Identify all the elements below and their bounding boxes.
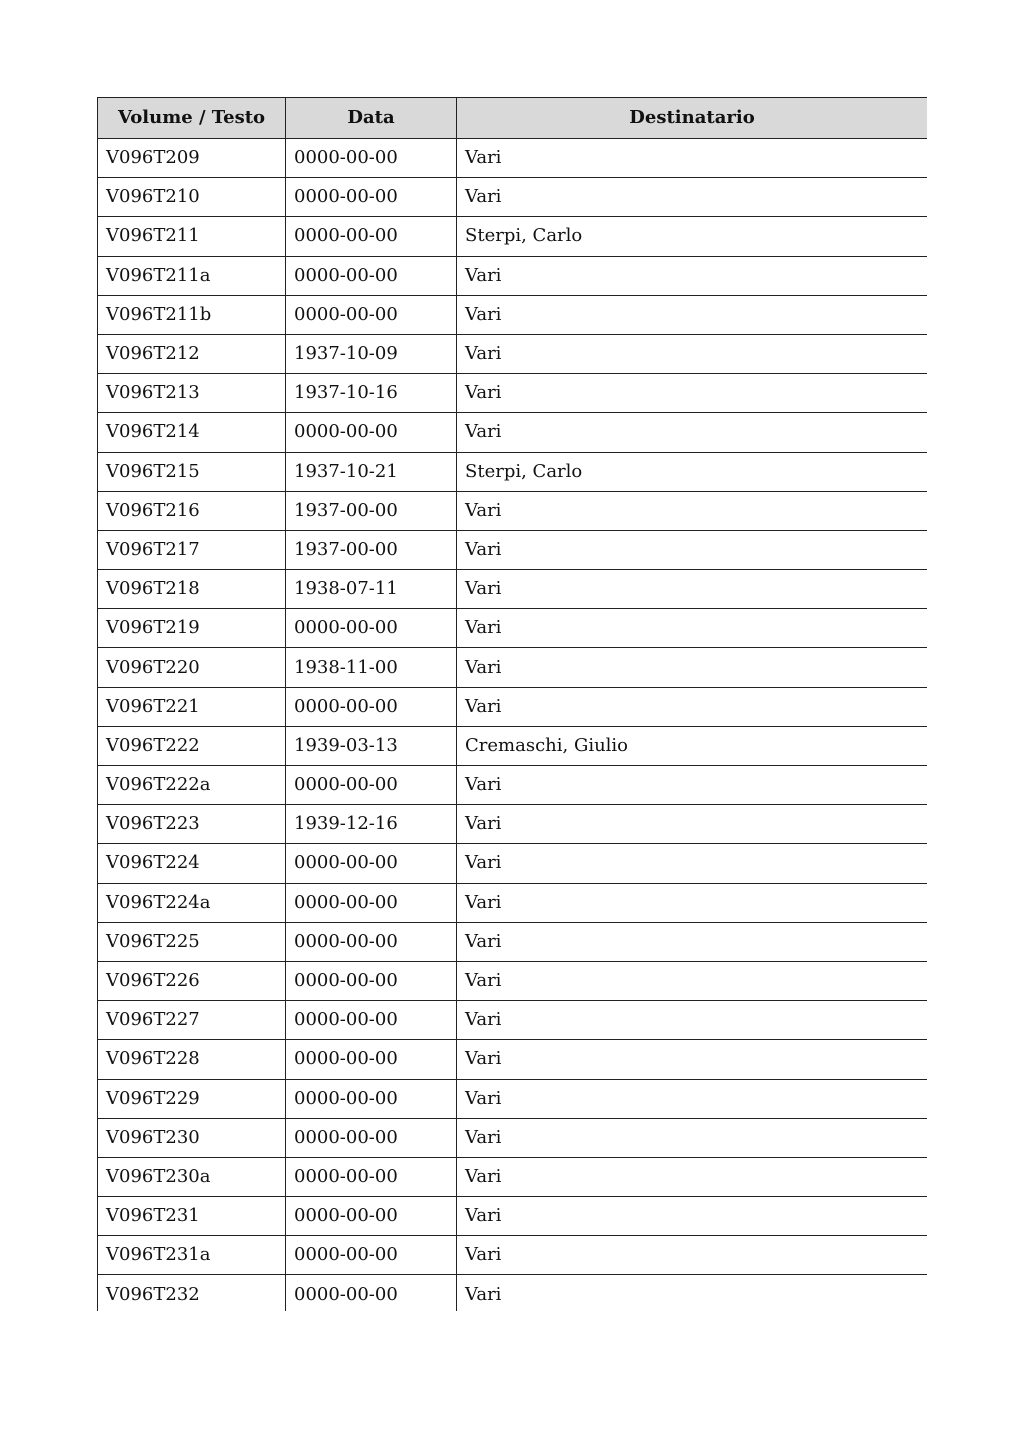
cell-destinatario: Vari <box>457 491 928 530</box>
cell-data: 1939-03-13 <box>286 726 457 765</box>
cell-volume-testo: V096T213 <box>98 374 286 413</box>
cell-destinatario: Vari <box>457 805 928 844</box>
cell-data: 0000-00-00 <box>286 413 457 452</box>
header-destinatario: Destinatario <box>457 98 928 139</box>
cell-destinatario: Vari <box>457 413 928 452</box>
cell-volume-testo: V096T224 <box>98 844 286 883</box>
cell-destinatario: Vari <box>457 1118 928 1157</box>
header-data: Data <box>286 98 457 139</box>
cell-volume-testo: V096T216 <box>98 491 286 530</box>
cell-data: 0000-00-00 <box>286 1001 457 1040</box>
cell-volume-testo: V096T211 <box>98 217 286 256</box>
cell-data: 0000-00-00 <box>286 1197 457 1236</box>
table-row <box>98 1040 928 1079</box>
table-row <box>98 883 928 922</box>
cell-data: 0000-00-00 <box>286 1157 457 1196</box>
cell-destinatario: Vari <box>457 139 928 178</box>
cell-volume-testo: V096T220 <box>98 648 286 687</box>
cell-volume-testo: V096T222 <box>98 726 286 765</box>
table-row <box>98 1001 928 1040</box>
cell-data: 0000-00-00 <box>286 1040 457 1079</box>
cell-volume-testo: V096T229 <box>98 1079 286 1118</box>
cell-data: 0000-00-00 <box>286 217 457 256</box>
cell-volume-testo: V096T232 <box>98 1275 286 1311</box>
cell-destinatario: Vari <box>457 374 928 413</box>
cell-volume-testo: V096T230 <box>98 1118 286 1157</box>
cell-destinatario: Sterpi, Carlo <box>457 217 928 256</box>
cell-volume-testo: V096T219 <box>98 609 286 648</box>
cell-volume-testo: V096T231a <box>98 1236 286 1275</box>
cell-destinatario: Vari <box>457 1197 928 1236</box>
cell-data: 1937-10-21 <box>286 452 457 491</box>
table-row <box>98 648 928 687</box>
cell-data: 0000-00-00 <box>286 844 457 883</box>
cell-volume-testo: V096T218 <box>98 570 286 609</box>
letters-table <box>97 97 927 1311</box>
cell-data: 0000-00-00 <box>286 1118 457 1157</box>
cell-data: 0000-00-00 <box>286 922 457 961</box>
cell-volume-testo: V096T222a <box>98 766 286 805</box>
cell-volume-testo: V096T211b <box>98 295 286 334</box>
cell-data: 1939-12-16 <box>286 805 457 844</box>
table-row <box>98 766 928 805</box>
cell-destinatario: Vari <box>457 334 928 373</box>
cell-destinatario: Vari <box>457 256 928 295</box>
table-row <box>98 139 928 178</box>
cell-destinatario: Vari <box>457 295 928 334</box>
cell-destinatario: Sterpi, Carlo <box>457 452 928 491</box>
cell-volume-testo: V096T210 <box>98 178 286 217</box>
cell-data: 1938-11-00 <box>286 648 457 687</box>
table-body <box>98 139 928 1312</box>
cell-data: 0000-00-00 <box>286 766 457 805</box>
table-row <box>98 805 928 844</box>
cell-data: 0000-00-00 <box>286 609 457 648</box>
cell-destinatario: Vari <box>457 883 928 922</box>
table-row <box>98 374 928 413</box>
cell-data: 0000-00-00 <box>286 961 457 1000</box>
table-row <box>98 413 928 452</box>
cell-destinatario: Vari <box>457 922 928 961</box>
cell-destinatario: Vari <box>457 1275 928 1311</box>
table-row <box>98 1197 928 1236</box>
cell-destinatario: Vari <box>457 961 928 1000</box>
cell-volume-testo: V096T217 <box>98 530 286 569</box>
cell-data: 0000-00-00 <box>286 883 457 922</box>
cell-volume-testo: V096T209 <box>98 139 286 178</box>
table-row <box>98 1236 928 1275</box>
cell-data: 0000-00-00 <box>286 295 457 334</box>
cell-data: 0000-00-00 <box>286 1275 457 1311</box>
cell-volume-testo: V096T225 <box>98 922 286 961</box>
cell-volume-testo: V096T211a <box>98 256 286 295</box>
cell-data: 1938-07-11 <box>286 570 457 609</box>
table-row <box>98 609 928 648</box>
table-row <box>98 844 928 883</box>
cell-destinatario: Vari <box>457 570 928 609</box>
table-row <box>98 1275 928 1311</box>
cell-destinatario: Vari <box>457 1001 928 1040</box>
table-row <box>98 961 928 1000</box>
cell-data: 1937-10-16 <box>286 374 457 413</box>
cell-data: 0000-00-00 <box>286 1079 457 1118</box>
table-row <box>98 295 928 334</box>
table-container <box>97 97 927 1311</box>
cell-data: 0000-00-00 <box>286 139 457 178</box>
table-row <box>98 726 928 765</box>
table-row <box>98 1157 928 1196</box>
cell-volume-testo: V096T231 <box>98 1197 286 1236</box>
header-row <box>98 98 928 139</box>
cell-data: 0000-00-00 <box>286 178 457 217</box>
table-row <box>98 687 928 726</box>
table-row <box>98 178 928 217</box>
cell-destinatario: Vari <box>457 1040 928 1079</box>
cell-volume-testo: V096T224a <box>98 883 286 922</box>
cell-data: 1937-10-09 <box>286 334 457 373</box>
cell-volume-testo: V096T223 <box>98 805 286 844</box>
cell-destinatario: Cremaschi, Giulio <box>457 726 928 765</box>
table-row <box>98 1079 928 1118</box>
cell-destinatario: Vari <box>457 178 928 217</box>
cell-destinatario: Vari <box>457 609 928 648</box>
cell-volume-testo: V096T227 <box>98 1001 286 1040</box>
cell-volume-testo: V096T226 <box>98 961 286 1000</box>
cell-destinatario: Vari <box>457 687 928 726</box>
cell-destinatario: Vari <box>457 1079 928 1118</box>
cell-destinatario: Vari <box>457 530 928 569</box>
cell-volume-testo: V096T212 <box>98 334 286 373</box>
cell-destinatario: Vari <box>457 1236 928 1275</box>
table-row <box>98 922 928 961</box>
cell-volume-testo: V096T221 <box>98 687 286 726</box>
cell-data: 0000-00-00 <box>286 256 457 295</box>
cell-data: 0000-00-00 <box>286 1236 457 1275</box>
table-row <box>98 256 928 295</box>
cell-volume-testo: V096T228 <box>98 1040 286 1079</box>
cell-data: 1937-00-00 <box>286 491 457 530</box>
table-row <box>98 452 928 491</box>
table-row <box>98 1118 928 1157</box>
table-row <box>98 217 928 256</box>
table-header <box>98 98 928 139</box>
cell-destinatario: Vari <box>457 766 928 805</box>
cell-destinatario: Vari <box>457 844 928 883</box>
cell-destinatario: Vari <box>457 1157 928 1196</box>
table-row <box>98 491 928 530</box>
table-row <box>98 570 928 609</box>
cell-data: 1937-00-00 <box>286 530 457 569</box>
table-row <box>98 334 928 373</box>
cell-volume-testo: V096T214 <box>98 413 286 452</box>
header-volume-testo: Volume / Testo <box>98 98 286 139</box>
cell-data: 0000-00-00 <box>286 687 457 726</box>
cell-volume-testo: V096T230a <box>98 1157 286 1196</box>
table-row <box>98 530 928 569</box>
cell-destinatario: Vari <box>457 648 928 687</box>
cell-volume-testo: V096T215 <box>98 452 286 491</box>
